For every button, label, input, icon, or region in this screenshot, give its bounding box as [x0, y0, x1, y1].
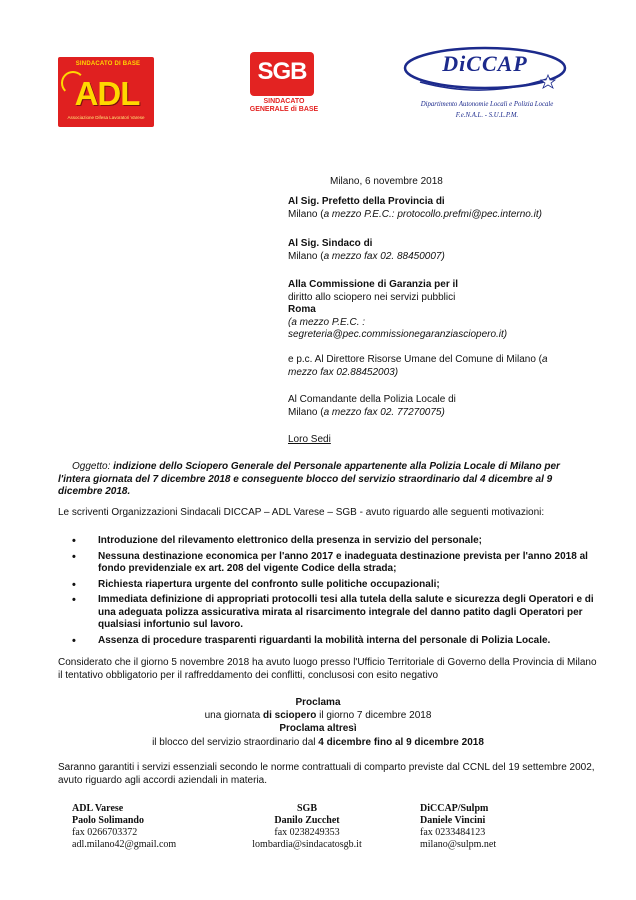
diccap-logo — [400, 42, 570, 127]
adl-logo-top-text: SINDACATO DI BASE — [75, 61, 141, 67]
recipient-commissione-pec: segreteria@pec.commissionegaranziasciopero.it) — [288, 329, 508, 340]
diccap-logo-title: DiCCAP — [442, 51, 528, 76]
recipient-direttore-line1: e p.c. Al Direttore Risorse Umane del Comune di Milano ( — [288, 354, 542, 365]
recipient-comandante-fax: a mezzo fax 02. 77270075) — [323, 406, 445, 418]
signature-org: SGB — [296, 803, 317, 814]
proclamation-heading: Proclama — [295, 697, 341, 708]
signature-diccap — [420, 803, 570, 851]
loro-sedi: Loro Sedi — [288, 434, 331, 445]
sgb-sub-line2: GENERALE di BASE — [249, 106, 319, 114]
sgb-logo-text: SGB — [257, 58, 307, 85]
recipient-comandante-city: Milano ( — [288, 406, 324, 418]
recipient-comandante-line1: Al Comandante della Polizia Locale di — [288, 394, 456, 405]
adl-logo-bottom-text: Associazione Difesa Lavoratori Varese — [67, 115, 145, 120]
recipient-prefetto-city: Milano ( — [288, 208, 324, 220]
proclamation-strike-pre: una giornata — [204, 710, 263, 721]
signature-org: ADL Varese — [72, 803, 124, 814]
sgb-sub-line1: SINDACATO — [263, 98, 305, 105]
recipient-direttore-fax: mezzo fax 02.88452003) — [288, 366, 399, 378]
recipient-direttore — [288, 354, 588, 379]
recipient-sindaco-city: Milano ( — [288, 250, 324, 262]
diccap-logo-affiliation: F.e.N.A.L. - S.U.L.P.M. — [455, 112, 519, 119]
signature-person: Paolo Solimando — [72, 815, 144, 826]
signature-email: adl.milano42@gmail.com — [72, 839, 177, 850]
recipient-commissione-city: Roma — [288, 304, 316, 315]
signature-adl — [72, 803, 222, 851]
recipient-commissione-line4: (a mezzo P.E.C. : — [288, 316, 366, 328]
proclamation-strike-bold: di sciopero — [262, 710, 317, 721]
adl-logo — [58, 57, 154, 127]
recipient-sindaco-line1: Al Sig. Sindaco di — [288, 238, 373, 249]
signature-sgb — [252, 803, 362, 851]
signature-email: milano@sulpm.net — [420, 839, 497, 850]
proclamation-overtime-dates: 4 dicembre fino al 9 dicembre 2018 — [318, 737, 484, 748]
signature-fax: fax 0238249353 — [274, 827, 340, 838]
subject-text: indizione dello Sciopero Generale del Personale appartenente alla Polizia Locale di Milano per l'intera giornata del 7 dicembre 2018 e conseguente blocco del servizio straordinario dal 4 dicembre al 9 dicembre 2018. — [58, 461, 560, 497]
list-item: • Richiesta riapertura urgente del confronto sulle politiche occupazionali; — [72, 579, 612, 592]
signature-fax: fax 0266703372 — [72, 827, 138, 838]
list-item: • Nessuna destinazione economica per l'anno 2017 e inadeguata destinazione prevista per l'anno 2018 al fondo previdenziale ex art. 208 del vigente Codice della strada; — [72, 551, 612, 576]
recipient-direttore-line1-italic: a — [542, 354, 548, 365]
proclamation-also-heading: Proclama altresì — [279, 723, 357, 734]
list-item: • Assenza di procedure trasparenti riguardanti la mobilità interna del personale di Polizia Locale. — [72, 635, 612, 648]
recipient-commissione-line1: Alla Commissione di Garanzia per il — [288, 279, 459, 290]
motivations-list — [72, 535, 612, 650]
proclamation-overtime-pre: il blocco del servizio straordinario dal — [152, 737, 319, 748]
recipient-prefetto-line1: Al Sig. Prefetto della Provincia di — [288, 196, 445, 207]
sgb-logo-subtitle — [246, 98, 322, 114]
list-item: • Immediata definizione di appropriati protocolli tesi alla tutela della salute e sicurezza degli Operatori e di una adeguata polizza assicurativa mirata al risarcimento integrale del danno patito dagli Operatori per qualsiasi infortunio sul lavoro. — [72, 594, 612, 632]
sgb-logo — [250, 52, 320, 124]
intro-paragraph: Le scriventi Organizzazioni Sindacali DICCAP – ADL Varese – SGB - avuto riguardo alle seguenti motivazioni: — [58, 507, 545, 518]
subject — [58, 461, 593, 499]
recipient-sindaco — [288, 238, 588, 263]
closing-paragraph: Saranno garantiti i servizi essenziali secondo le norme contrattuali di comparto previste dal CCNL del 19 settembre 2002, avuto riguardo agli accordi aziendali in materia. — [58, 762, 595, 786]
recipient-prefetto — [288, 196, 588, 221]
signature-email: lombardia@sindacatosgb.it — [252, 839, 362, 850]
adl-logo-text: ADL — [74, 75, 140, 112]
signature-org: DiCCAP/Sulpm — [420, 803, 489, 814]
proclamation-strike-line — [58, 710, 578, 723]
signature-person: Danilo Zucchet — [274, 815, 340, 826]
recipient-commissione — [288, 279, 588, 342]
subject-label: Oggetto: — [72, 461, 111, 472]
considerato-paragraph: Considerato che il giorno 5 novembre 2018 ha avuto luogo presso l'Ufficio Territoriale di Governo della Provincia di Milano il tentativo obbligatorio per il raffreddamento dei conflitti, conclusosi con esito negativo — [58, 657, 597, 681]
date-line: Milano, 6 novembre 2018 — [330, 176, 443, 187]
proclamation-strike-date: il giorno 7 dicembre 2018 — [316, 710, 432, 721]
signature-person: Daniele Vincini — [420, 815, 486, 826]
diccap-logo-subtitle: Dipartimento Autonomie Locali e Polizia Locale — [420, 101, 554, 108]
recipient-comandante — [288, 394, 588, 419]
recipient-commissione-line2: diritto allo sciopero nei servizi pubblici — [288, 291, 456, 303]
recipient-prefetto-pec: a mezzo P.E.C.: protocollo.prefmi@pec.interno.it) — [323, 208, 542, 220]
list-item: • Introduzione del rilevamento elettronico della presenza in servizio del personale; — [72, 535, 612, 548]
signature-fax: fax 0233484123 — [420, 827, 486, 838]
recipient-sindaco-fax: a mezzo fax 02. 88450007) — [323, 250, 445, 262]
proclamation-overtime-line — [58, 737, 578, 750]
